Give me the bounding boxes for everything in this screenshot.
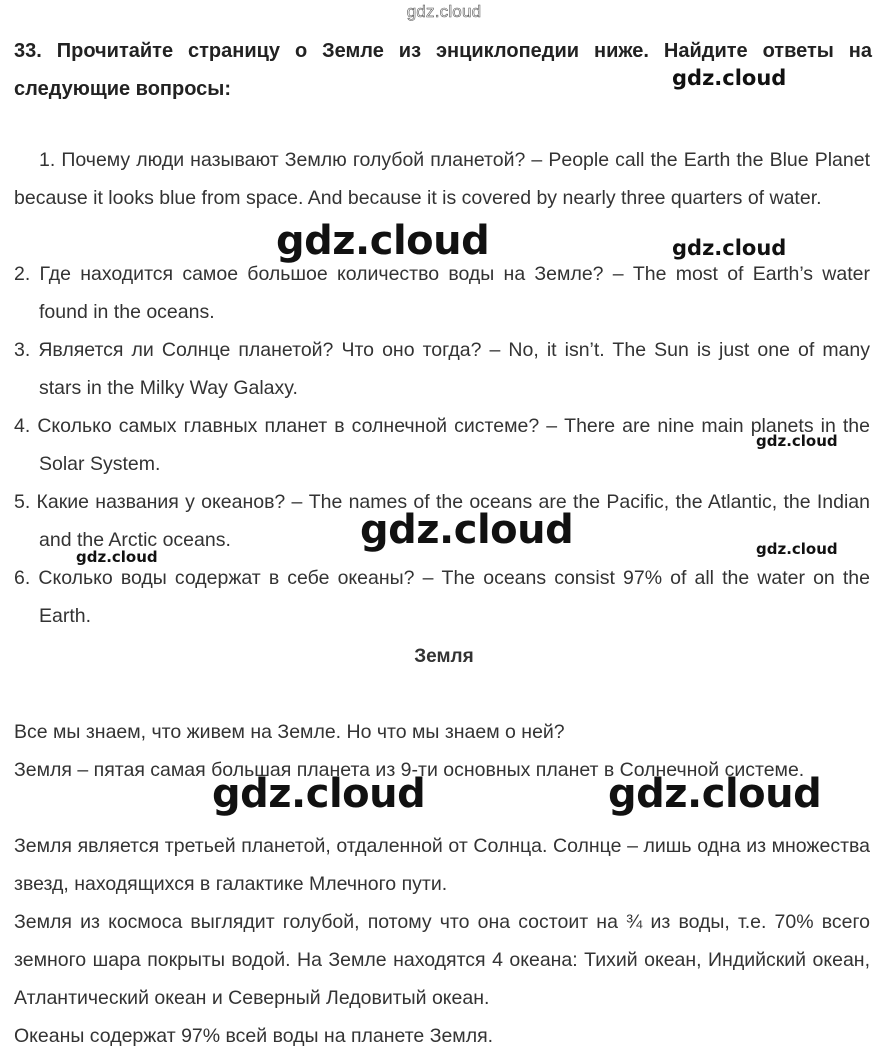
paragraph-4: Земля из космоса выглядит голубой, потому что она состоит на ¾ из воды, т.е. 70% всего земного шара покрыты водой. На Земле находятся 4 океана: Тихий океан, Индийский океан, Атлантический океан и Северный Ледовитый океан. — [14, 911, 870, 1009]
watermark-label: gdz.cloud — [672, 66, 787, 90]
paragraph-2: Земля – пятая самая большая планета из 9-ти основных планет в Солнечной системе. — [14, 759, 805, 781]
question-answer-5: 5. Какие названия у океанов? – The names of the oceans are the Pacific, the Atlantic, the Indian and the Arctic oceans. — [14, 491, 870, 551]
question-answer-6: 6. Сколько воды содержат в себе океаны? – The oceans consist 97% of all the water on the Earth. — [14, 567, 870, 627]
watermark-label: gdz.cloud — [360, 507, 574, 553]
paragraph-5: Океаны содержат 97% всей воды на планете Земля. — [14, 1025, 494, 1047]
watermark-label: gdz.cloud — [76, 548, 158, 566]
watermark-label: gdz.cloud — [756, 432, 838, 450]
watermark-label: gdz.cloud — [212, 771, 426, 817]
top-watermark: gdz.cloud — [406, 2, 482, 21]
question-answer-2: 2. Где находится самое большое количество воды на Земле? – The most of Earth’s water found in the oceans. — [14, 263, 870, 323]
paragraph-1: Все мы знаем, что живем на Земле. Но что мы знаем о ней? — [14, 721, 565, 743]
watermark-label: gdz.cloud — [608, 771, 822, 817]
section-title: Земля — [414, 646, 474, 667]
watermark-label: gdz.cloud — [672, 236, 787, 260]
watermark-label: gdz.cloud — [756, 540, 838, 558]
exercise-heading: 33. Прочитайте страницу о Земле из энциклопедии ниже. Найдите ответы на следующие вопросы: — [14, 40, 872, 100]
paragraph-3: Земля является третьей планетой, отдаленной от Солнца. Солнце – лишь одна из множества звезд, находящихся в галактике Млечного пути. — [14, 835, 870, 895]
question-answer-1: 1. Почему люди называют Землю голубой планетой? – People call the Earth the Blue Planet because it looks blue from space. And because it is covered by nearly three quarters of water. — [14, 149, 870, 209]
question-answer-4: 4. Сколько самых главных планет в солнечной системе? – There are nine main planets in the Solar System. — [14, 415, 870, 475]
watermark-label: gdz.cloud — [276, 218, 490, 264]
question-answer-3: 3. Является ли Солнце планетой? Что оно тогда? – No, it isn’t. The Sun is just one of many stars in the Milky Way Galaxy. — [14, 339, 870, 399]
